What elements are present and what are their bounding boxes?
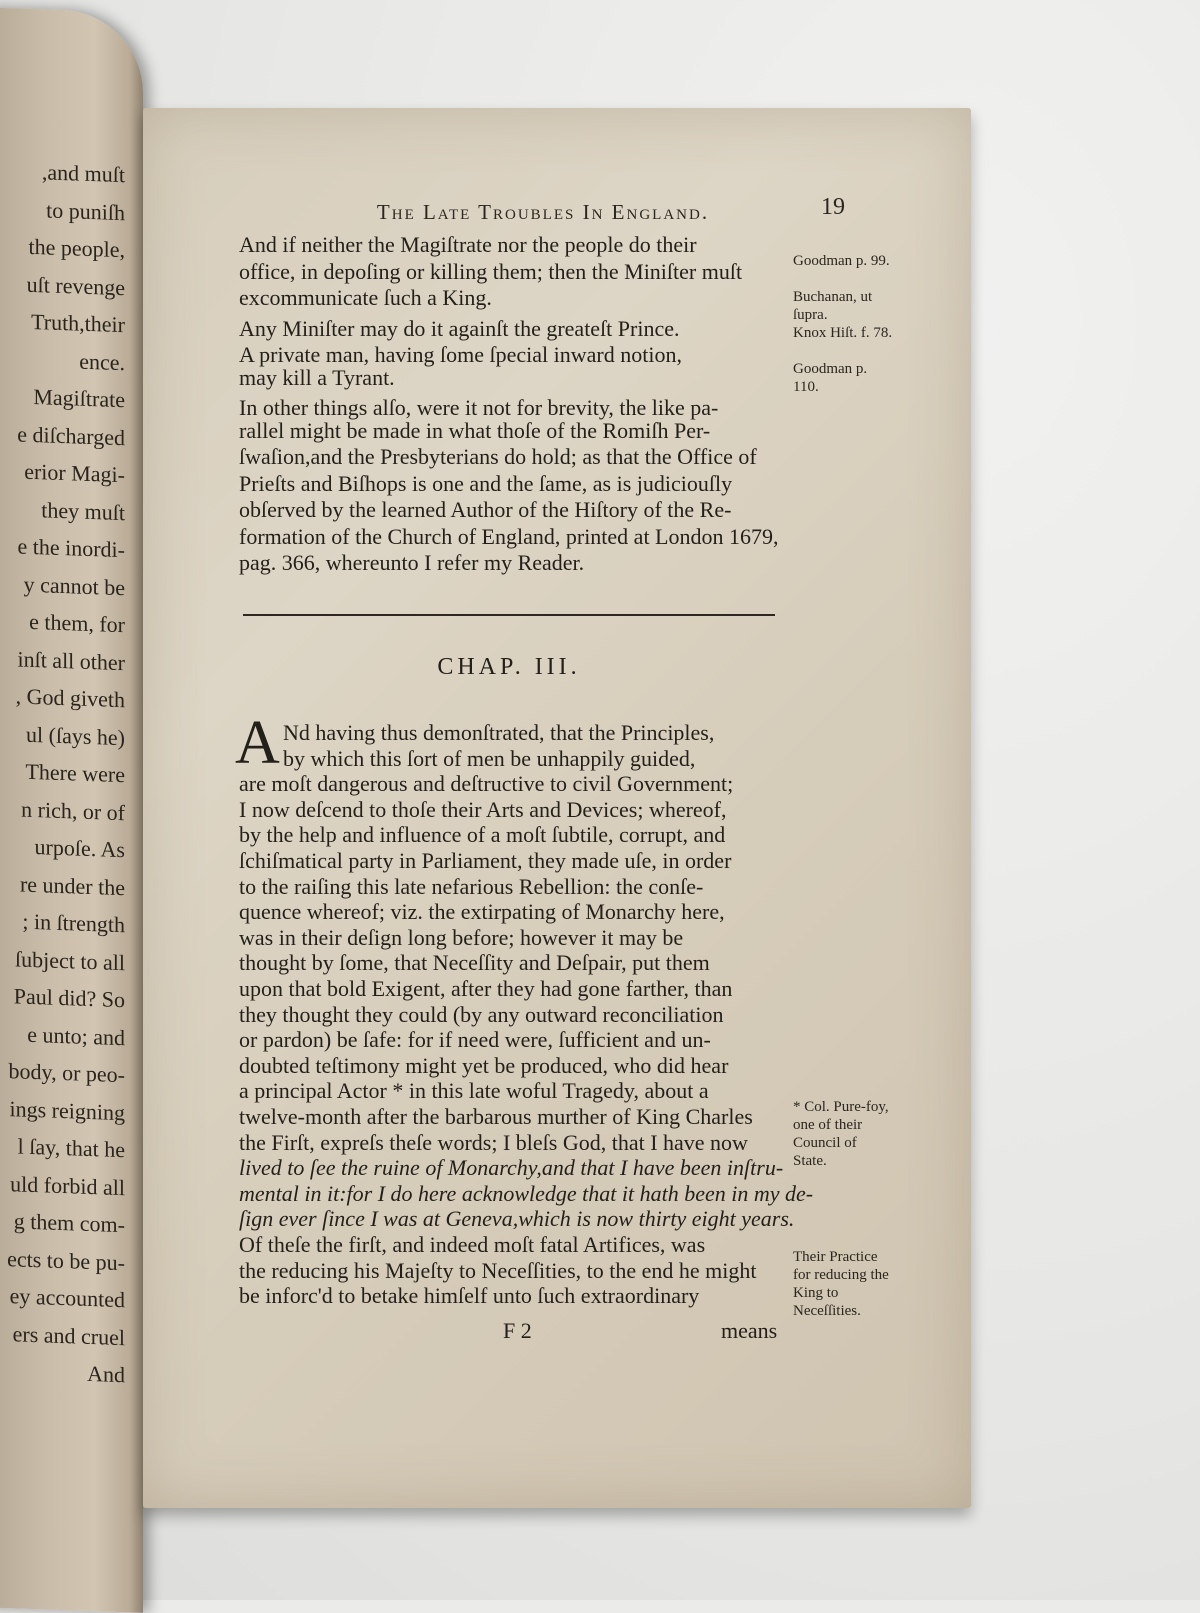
chapter-line: be inforc'd to betake himſelf unto ſuch extraordinary: [239, 1283, 700, 1309]
body-line: formation of the Church of England, printed at London 1679,: [239, 523, 779, 549]
body-line: office, in depoſing or killing them; then the Miniſter muſt: [239, 258, 743, 284]
left-page-line: ey accounted: [9, 1283, 125, 1313]
margin-note-practice: Their Practice for reducing the King to Neceſſities.: [793, 1249, 889, 1319]
page-number: 19: [821, 194, 845, 220]
chapter-line: by the help and influence of a moſt ſubtile, corrupt, and: [239, 822, 726, 848]
left-page-line: ers and cruel: [12, 1320, 125, 1350]
margin-note-buchanan: Buchanan, ut ſupra.: [793, 289, 873, 323]
chapter-line: or pardon) be ſafe: for if need were, ſufficient and un-: [239, 1027, 711, 1053]
chapter-line: ſchiſmatical party in Parliament, they made uſe, in order: [239, 848, 732, 873]
left-page-line: Truth,their: [31, 308, 125, 338]
left-page: [0, 7, 143, 1613]
left-page-line: ence.: [79, 348, 125, 375]
left-page-line: , God giveth: [15, 683, 125, 713]
left-page-line: uld forbid all: [10, 1170, 125, 1200]
chapter-line: doubted teſtimony might yet be produced, who did hear: [239, 1052, 729, 1078]
chapter-title: CHAP. III.: [437, 654, 581, 680]
chapter-line: I now deſcend to thoſe their Arts and Devices; whereof,: [239, 796, 727, 822]
left-page-line: ul (ſays he): [26, 721, 125, 750]
left-page-line: g them com-: [13, 1208, 125, 1238]
margin-note-goodman-99: Goodman p. 99.: [793, 253, 890, 269]
left-page-line: the people,: [28, 233, 125, 263]
body-line: ſwaſion,and the Presbyterians do hold; as that the Office of: [239, 444, 757, 469]
left-page-line: n rich, or of: [21, 796, 125, 825]
right-page: [143, 108, 971, 1508]
left-page-line: ings reigning: [9, 1095, 125, 1125]
left-page-line: y cannot be: [23, 571, 125, 600]
margin-note-purefoy: * Col. Pure-foy, one of their Council of State.: [793, 1099, 889, 1169]
body-line: may kill a Tyrant.: [239, 364, 395, 390]
running-head: The Late Troubles In England.: [376, 200, 710, 224]
chapter-line: the Firſt, expreſs theſe words; I bleſs God, that I have now: [239, 1129, 748, 1155]
body-line: obſerved by the learned Author of the Hiſtory of the Re-: [239, 497, 732, 522]
chapter-line: a principal Actor * in this late woful Tragedy, about a: [239, 1078, 709, 1104]
chapter-line: they thought they could (by any outward reconciliation: [239, 1001, 724, 1027]
left-page-line: ; in ſtrength: [22, 908, 125, 938]
chapter-line: the reducing his Majeſty to Neceſſities, to the end he might: [239, 1257, 757, 1283]
left-page-line: There were: [25, 758, 125, 788]
left-page-line: to puniſh: [46, 196, 125, 225]
chapter-line: by which this ſort of men be unhappily guided,: [283, 745, 696, 771]
left-page-line: And: [87, 1360, 125, 1388]
body-line: excommunicate ſuch a King.: [239, 285, 492, 310]
chapter-line: lived to ſee the ruine of Monarchy,and that I have been inſtru-: [239, 1155, 784, 1181]
chapter-line: Of theſe the firſt, and indeed moſt fatal Artifices, was: [239, 1232, 706, 1257]
body-line: Any Miniſter may do it againſt the greateſt Prince.: [239, 315, 680, 341]
margin-note-goodman-110: Goodman p. 110.: [793, 361, 868, 395]
drop-cap: A: [235, 709, 280, 777]
left-page-line: body, or peo-: [8, 1058, 125, 1088]
left-page-line: they muſt: [41, 496, 125, 525]
chapter-line: twelve-month after the barbarous murther of King Charles: [239, 1104, 753, 1129]
left-page-line: ,and muſt: [41, 159, 125, 188]
left-page-line: Paul did? So: [13, 983, 125, 1013]
body-line: In other things alſo, were it not for brevity, the like pa-: [239, 395, 719, 420]
left-page-line: e the inordi-: [17, 533, 125, 563]
body-line: Prieſts and Biſhops is one and the ſame, as is judiciouſly: [239, 470, 733, 496]
left-page-line: e them, for: [29, 608, 125, 638]
chapter-line: upon that bold Exigent, after they had gone farther, than: [239, 976, 733, 1001]
catchword: means: [721, 1318, 778, 1343]
chapter-line: was in their deſign long before; however it may be: [239, 924, 684, 950]
chapter-line: are moſt dangerous and deſtructive to civil Government;: [239, 771, 734, 797]
left-page-line: ects to be pu-: [7, 1245, 125, 1275]
left-page-line: ſubject to all: [15, 945, 125, 975]
chapter-line: to the raiſing this late nefarious Rebellion: the conſe-: [239, 873, 704, 899]
chapter-line: quence whereof; viz. the extirpating of Monarchy here,: [239, 899, 725, 925]
left-page-line: e unto; and: [27, 1021, 125, 1050]
left-page-line: re under the: [19, 871, 125, 900]
chapter-line: thought by ſome, that Neceſſity and Deſpair, put them: [239, 950, 710, 976]
left-page-line: urpoſe. As: [34, 834, 125, 863]
left-page-line: Magiſtrate: [33, 384, 125, 413]
chapter-line: Nd having thus demonſtrated, that the Principles,: [283, 720, 715, 745]
body-line: rallel might be made in what thoſe of the Romiſh Per-: [239, 417, 711, 443]
left-page-line: uſt revenge: [26, 271, 125, 300]
left-page-line: l ſay, that he: [17, 1133, 125, 1163]
margin-note-knox: Knox Hiſt. f. 78.: [793, 325, 893, 341]
chapter-line: mental in it:for I do here acknowledge that it hath been in my de-: [239, 1180, 814, 1206]
section-rule: [243, 614, 775, 616]
left-page-line: inſt all other: [17, 645, 125, 675]
body-line: A private man, having ſome ſpecial inward notion,: [239, 342, 682, 367]
body-line: And if neither the Magiſtrate nor the people do their: [239, 232, 697, 257]
signature-mark: F 2: [503, 1318, 532, 1343]
body-line: pag. 366, whereunto I refer my Reader.: [239, 550, 585, 575]
left-page-line: erior Magi-: [24, 458, 125, 488]
left-page-line: e diſcharged: [17, 420, 125, 450]
chapter-line: ſign ever ſince I was at Geneva,which is now thirty eight years.: [239, 1206, 795, 1232]
